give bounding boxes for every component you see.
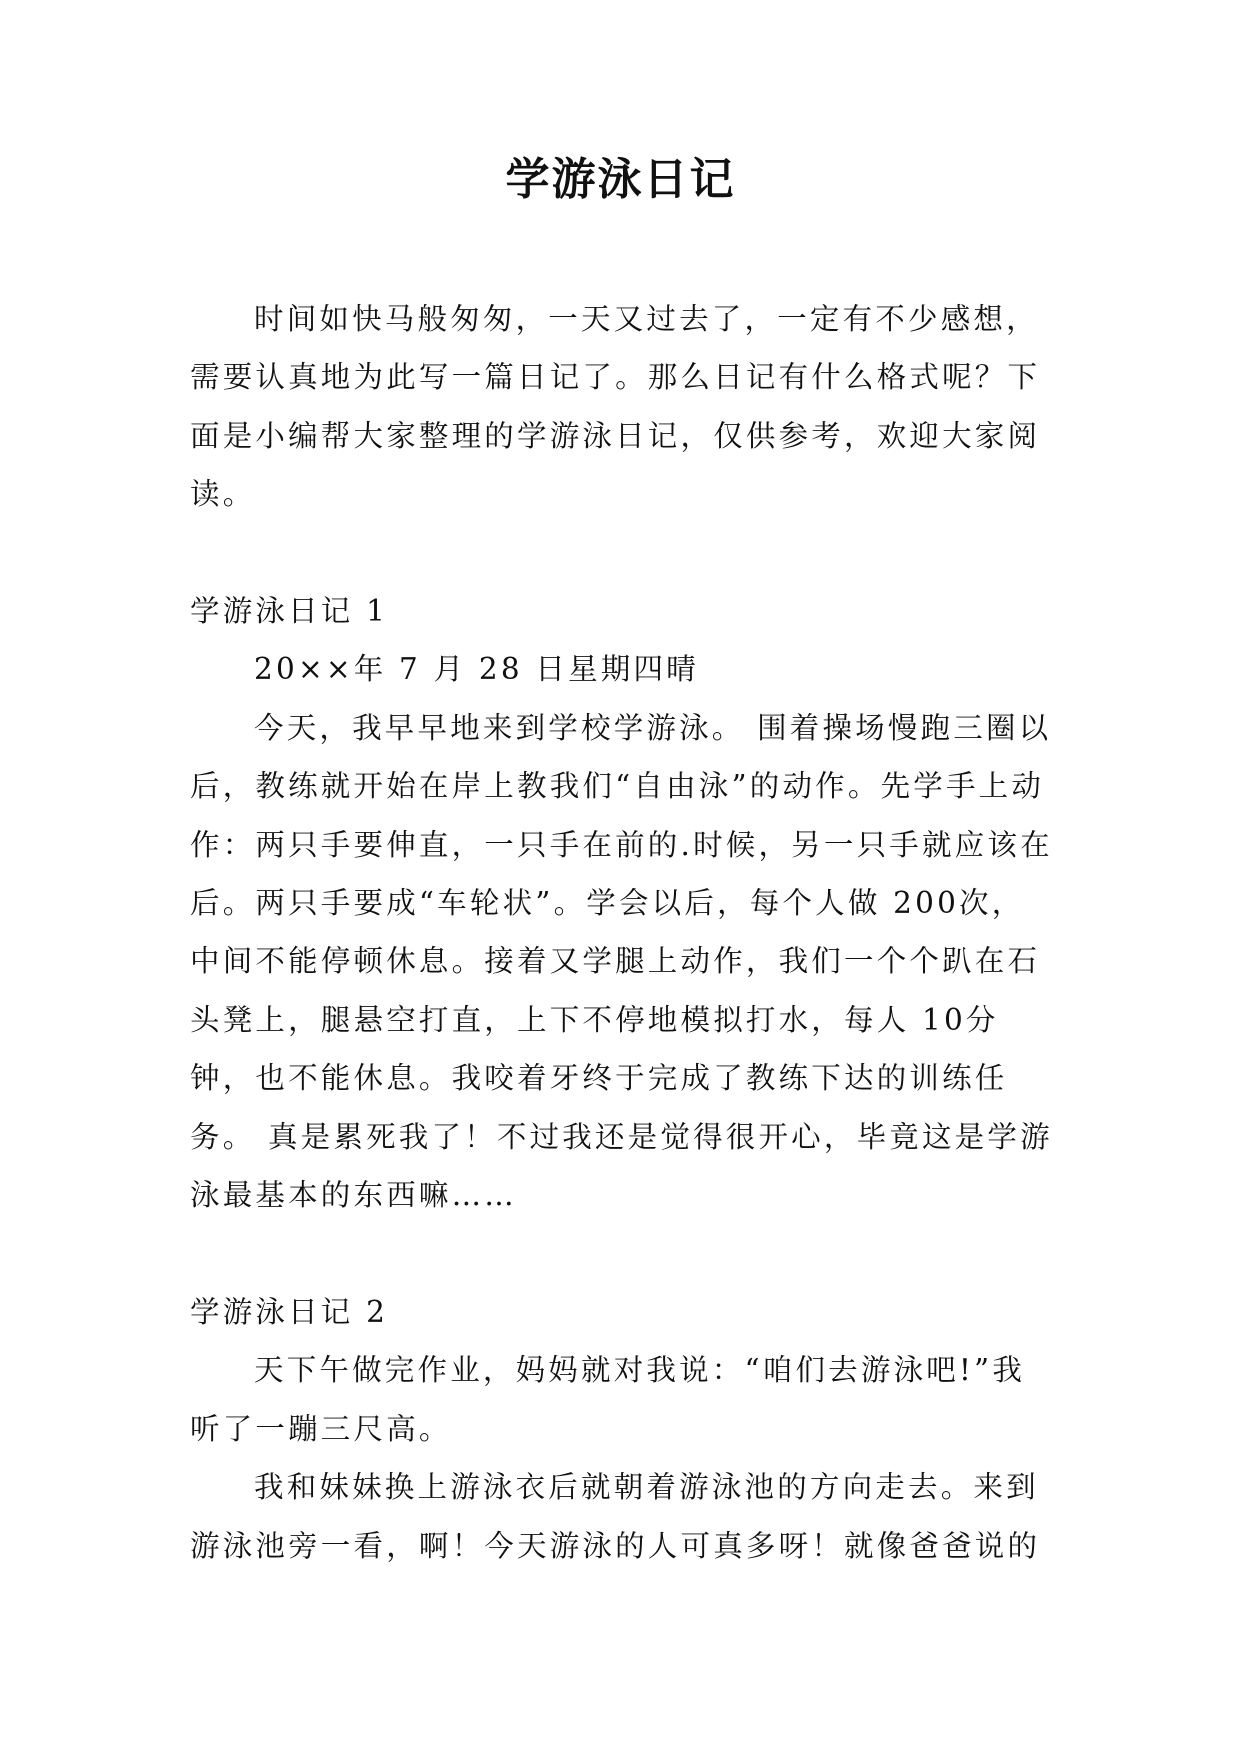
diary-2-paragraph-1: 天下午做完作业，妈妈就对我说：“咱们去游泳吧!”我听了一蹦三尺高。 — [190, 1353, 1026, 1446]
document-title: 学游泳日记 — [505, 154, 736, 205]
document-body — [190, 290, 1056, 1575]
diary-2-paragraph-2: 我和妹妹换上游泳衣后就朝着游泳池的方向走去。来到游泳池旁一看，啊！今天游泳的人可真多呀！就像爸爸说的 — [190, 1470, 1041, 1563]
section-heading-1: 学游泳日记 1 — [190, 594, 389, 629]
section-spacer — [190, 1224, 1056, 1282]
section-heading-2: 学游泳日记 2 — [190, 1294, 389, 1329]
section-spacer — [190, 524, 1056, 582]
intro-paragraph: 时间如快马般匆匆，一天又过去了，一定有不少感想，需要认真地为此写一篇日记了。那么日记有什么格式呢？下面是小编帮大家整理的学游泳日记，仅供参考，欢迎大家阅读。 — [190, 302, 1041, 512]
diary-1-paragraph: 今天，我早早地来到学校学游泳。 围着操场慢跑三圈以后，教练就开始在岸上教我们“自由泳”的动作。先学手上动作：两只手要伸直，一只手在前的.时候，另一只手就应该在后。两只手要成“车轮状”。学会以后，每个人做 200次，中间不能停顿休息。接着又学腿上动作，我们一个个趴在石头凳上，腿悬空打直，上下不停地模拟打水，每人 10分钟，也不能休息。我咬着牙终于完成了教练下达的训练任务。 真是累死我了！不过我还是觉得很开心，毕竟这是学游泳最基本的东西嘛…… — [190, 710, 1053, 1213]
diary-date-line: 20××年 7 月 28 日星期四晴 — [254, 652, 699, 687]
